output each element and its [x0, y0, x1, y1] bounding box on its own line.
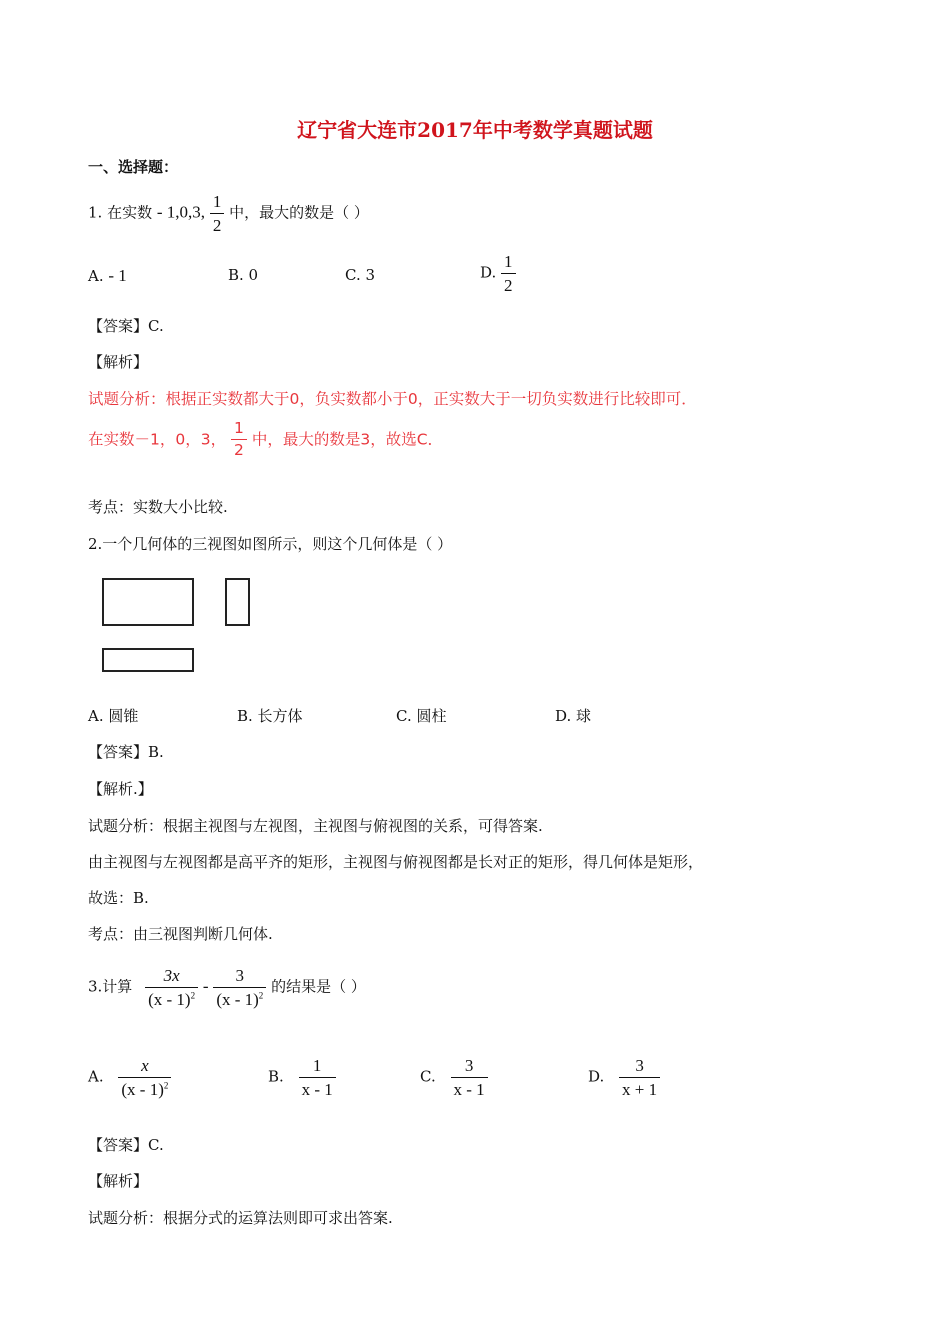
q1-analysis-2b: 中，最大的数是3，故选C．	[251, 430, 444, 449]
q3-option-b-fraction	[299, 1056, 336, 1099]
q3-option-c	[420, 1056, 488, 1099]
q1-option-a	[88, 266, 127, 286]
q3-answer: 【答案】C.	[88, 1136, 164, 1154]
q1-answer: 【答案】C.	[88, 317, 164, 335]
q3-option-a-label: A.	[88, 1067, 104, 1086]
q1-option-a-label: A.	[88, 267, 104, 285]
q2-option-c: C. 圆柱	[396, 707, 447, 725]
top-view-rect	[102, 648, 194, 672]
question-2-stem: 2.一个几何体的三视图如图所示，则这个几何体是（ ）	[88, 535, 453, 553]
q3-option-d-label: D.	[588, 1067, 605, 1086]
q1-option-c: C. 3	[345, 266, 376, 284]
q2-analysis-label: 【解析.】	[88, 780, 153, 798]
q1-analysis-2a: 在实数－1，0，3，	[88, 430, 227, 449]
q3-option-c-label: C.	[420, 1067, 436, 1086]
q3-fraction-2-den-text: (x - 1)	[216, 989, 259, 1009]
q3-option-c-numerator: 3	[464, 1056, 474, 1075]
q1-option-d-numerator: 1	[504, 252, 513, 271]
q1-option-b: B. 0	[228, 266, 259, 284]
q3-fraction-1-exponent: 2	[190, 989, 196, 1000]
q3-option-d-numerator: 3	[635, 1056, 644, 1075]
q1-prefix: 1. 在实数	[88, 203, 153, 222]
q3-option-a-den-text: (x - 1)	[121, 1079, 164, 1099]
question-1-stem	[88, 192, 369, 235]
q3-option-c-fraction	[451, 1056, 488, 1099]
q3-option-b	[268, 1056, 336, 1099]
q2-option-d: D. 球	[555, 707, 592, 725]
q1-option-d-label: D.	[480, 263, 497, 282]
front-view-rect	[102, 578, 194, 626]
page-title: 辽宁省大连市2017年中考数学真题试题	[297, 118, 653, 142]
q3-option-d	[588, 1056, 660, 1099]
q3-option-b-denominator: x - 1	[299, 1077, 336, 1100]
q3-fraction-2-numerator: 3	[235, 966, 245, 985]
q3-fraction-2-exponent: 2	[258, 989, 264, 1000]
q3-fraction-1-denominator	[145, 987, 198, 1010]
q3-fraction-2-denominator	[213, 987, 266, 1010]
q2-analysis-line-3: 故选：B.	[88, 889, 149, 907]
q3-option-a-denominator	[118, 1077, 171, 1100]
section-heading: 一、选择题：	[88, 158, 179, 176]
q2-point: 考点：由三视图判断几何体.	[88, 925, 273, 943]
q2-option-b: B. 长方体	[237, 707, 303, 725]
q2-option-a: A. 圆锥	[88, 707, 139, 725]
q1-option-a-value: - 1	[108, 266, 127, 285]
q1-point: 考点：实数大小比较.	[88, 498, 228, 516]
q3-option-b-numerator: 1	[312, 1056, 322, 1075]
q3-option-c-denominator: x - 1	[451, 1077, 488, 1100]
q2-analysis-line-2: 由主视图与左视图都是高平齐的矩形，主视图与俯视图都是长对正的矩形，得几何体是矩形，	[88, 853, 704, 871]
q3-option-a-exponent: 2	[163, 1079, 169, 1090]
q3-analysis-label: 【解析】	[88, 1172, 149, 1190]
q3-option-d-fraction	[619, 1056, 660, 1099]
q3-suffix: 的结果是（ ）	[271, 977, 366, 996]
q1-fraction	[210, 192, 225, 235]
q2-answer: 【答案】B.	[88, 743, 164, 761]
three-view-figure	[88, 568, 258, 678]
q1-analysis-line-2	[88, 420, 443, 460]
q3-option-b-label: B.	[268, 1067, 284, 1086]
q1-suffix: 中，最大的数是（ ）	[229, 203, 369, 222]
q2-analysis-line-1: 试题分析：根据主视图与左视图，主视图与俯视图的关系，可得答案.	[88, 817, 543, 835]
q3-fraction-1-numerator: 3x	[163, 966, 180, 985]
q1-option-d-denominator: 2	[501, 273, 516, 296]
q1-option-d	[480, 252, 516, 295]
q1-option-d-fraction	[501, 252, 516, 295]
q3-fraction-2	[213, 966, 266, 1009]
q1-analysis-fraction-numerator: 1	[234, 419, 244, 437]
q3-minus-sign: -	[202, 976, 209, 996]
q1-fraction-numerator: 1	[212, 192, 222, 211]
q3-fraction-1-den-text: (x - 1)	[148, 989, 191, 1009]
q1-analysis-line-1: 试题分析：根据正实数都大于0，负实数都小于0，正实数大于一切负实数进行比较即可．	[88, 390, 697, 408]
q3-option-d-denominator: x + 1	[619, 1077, 660, 1100]
q3-fraction-1	[145, 966, 198, 1009]
side-view-rect	[225, 578, 250, 626]
q1-analysis-label: 【解析】	[88, 353, 149, 371]
q3-option-a-numerator: x	[141, 1056, 149, 1075]
q1-analysis-fraction	[231, 420, 247, 460]
q1-numbers: - 1,0,3,	[156, 202, 206, 222]
question-3-stem	[88, 966, 366, 1009]
q3-prefix: 3.计算	[88, 977, 133, 996]
q3-analysis-line-1: 试题分析：根据分式的运算法则即可求出答案.	[88, 1209, 393, 1227]
q3-option-a-fraction	[118, 1056, 171, 1099]
q1-analysis-fraction-denominator: 2	[231, 439, 247, 460]
q3-option-a	[88, 1056, 171, 1099]
q1-fraction-denominator: 2	[210, 213, 225, 236]
